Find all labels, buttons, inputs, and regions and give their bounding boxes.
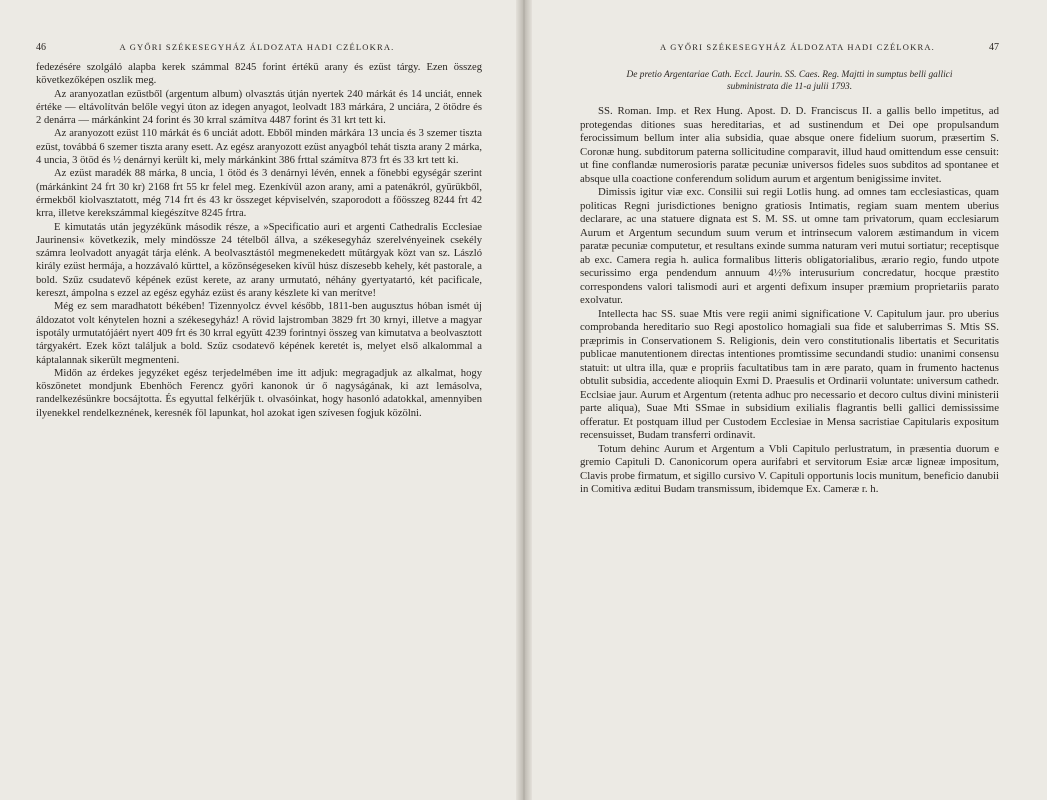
left-body-text xyxy=(36,61,482,420)
right-running-head xyxy=(580,42,999,53)
document-heading: De pretio Argentariae Cath. Eccl. Jaurin. SS. Caes. Reg. Majtti in sumptus belli gallici subministrata die 11-a julii 1793. xyxy=(626,70,953,92)
right-body-text xyxy=(580,105,999,497)
left-paragraph-6: Midőn az érdekes jegyzéket egész terjedelmében ime itt adjuk: megragadjuk az alkalmat, hogy köszönetet mondjunk Ebenhöch Ferencz győri kanonok úr ő nagyságának, ki azt lemásolva, randelkezésünkre bocsájtotta. És egyuttal felkérjük t. olvasóinkat, hogy hasonló adatokkal, amennyiben ilyenekkel rendelkeznének, keresnék föl lapunkat, hol azokat igen szívesen fogjuk közölni. xyxy=(36,367,482,419)
left-page-number: 46 xyxy=(36,42,46,53)
right-paragraph-0: SS. Roman. Imp. et Rex Hung. Apost. D. D. Franciscus II. a gallis bello impetitus, ad protegendas ditiones suas hereditarias, et ad sustinendum et Dei ope propulsandum ferocissimum bellum inter alia subsidia, quae absque onere fidelium suorum, præsertim S. Coronæ hung. subditorum paterna sollicitudine comparavit, illud haud omittendum esse censuit: ut fine conflandæ numerosioris paratæ pecuniæ universos fideles suos subditos ad spontanee et absque ulla coactione conferendum solidum aurum et argentum benigissime invitet. xyxy=(580,105,999,185)
left-running-head xyxy=(36,42,482,53)
right-paragraph-3: Totum dehinc Aurum et Argentum a Vbli Capitulo perlustratum, in præsentia duorum e gremio Capituli D. Canonicorum opera aurifabri et servitorum Esiæ arcæ ligneæ impositum, Clavis probe firmatum, et sigillo cursivo V. Capituli opportunis locis munitum, beneficio danubii in Comitiva æditui Budam transmissum, ibidemque Ex. Cameræ r. h. xyxy=(580,442,999,495)
left-paragraph-0: fedezésére szolgáló alapba kerek számmal 8245 forint értékü arany és ezüst tárgy. Ezen összeg következőképen oszlik meg. xyxy=(36,62,482,87)
right-running-title: A GYŐRI SZÉKESEGYHÁZ ÁLDOZATA HADI CZÉLOKRA. xyxy=(660,42,935,52)
left-running-title: A GYŐRI SZÉKESEGYHÁZ ÁLDOZATA HADI CZÉLOKRA. xyxy=(119,42,395,52)
right-paragraph-1: Dimissis igitur viæ exc. Consilii sui regii Lotlis hung. ad omnes tam ecclesiasticas, quam politicas Regni jurisdictiones benigno gratiosis Intimatis, regiam suam mentem uberius declarare, ac una statuere dignata est S. M. SS. ut omne tam privatorum, quam ecclesiarum Aurum et Argentum secundum suum verum et intrinsecum valorem æstimandum in vicem paratæ pecuniæ computetur, et resultans exinde summa naturam veri mutui sortiatur; receptisque ab exc. Camera regia h. aulica formalibus litteris obligatorialibus, ærario regio, fundo utpote securissimo erga pendendum annuum 4½% interusurium concredatur, hocque præstito correspondens valori talismodi auri et argenti defixum insuper præmium proprietariis parato exolvatur. xyxy=(580,186,999,306)
right-page xyxy=(522,0,1047,800)
left-paragraph-2: Az aranyozott ezüst 110 márkát és 6 unciát adott. Ebből minden márkára 13 uncia és 3 szemer tiszta ezüst, továbbá 6 szemer tiszta arany esett. Az egész aranyozott ezüst anyagból tehát tiszta arany 2 márka, 4 uncia, 3 ötöd és ½ denárnyi került ki, mely márkánkint 386 frttal számítva 873 frt és 33 krt tett ki. xyxy=(36,128,482,167)
left-paragraph-3: Az ezüst maradék 88 márka, 8 uncia, 1 ötöd és 3 denárnyi lévén, ennek a fönebbi egységár szerint (márkánkint 24 frt 30 kr) 2168 frt 55 kr felel meg. Ezenkívül azon arany, ami a patenákról, gyürükből, érmekből kiolvasztatott, még 714 frt és 43 kr összeget képviselvén, szaporodott a főösszeg 8244 frt 42 krra, illetve kerekszámmal kiegészítve 8245 frtra. xyxy=(36,168,482,220)
right-page-number: 47 xyxy=(989,42,999,53)
left-paragraph-1: Az aranyozatlan ezüstből (argentum album) olvasztás útján nyertek 240 márkát és 14 unciát, ennek értéke — eltávolítván belőle vegyi úton az idegen anyagot, leolvadt 183 márkára, 2 unciára, 2 ötödre és 2 denárra — márkánkint 24 forint és 30 krral számítva 4487 forint és 31 krt tett ki. xyxy=(36,88,482,127)
left-page xyxy=(0,0,522,800)
left-paragraph-4: E kimutatás után jegyzékünk második része, a »Specificatio auri et argenti Cathedralis Ecclesiae Jaurinensi« következik, mely mindössze 24 tételből állva, a székesegyház szerelvényeinek csekély számra leolvadott anyagát tárja elénk. A beolvasztástól megmenekedett műtárgyak közt van sz. László király ezüst hermája, a hozzávaló kürttel, a közönségeseken kívül húsz díszesebb kehely, két pastorale, a bold. Szűz csudatevő képének ezüst kerete, az arany urmutató, néhány gyertyatartó, két pacificale, kereszt, ámpolna s ezzel az egész egyház ezüst és arany készlete ki van merítve! xyxy=(36,221,482,300)
left-paragraph-5: Még ez sem maradhatott békében! Tizennyolcz évvel később, 1811-ben augusztus hóban ismét új áldozatot volt kénytelen hozni a székesegyház! A rövid lajstromban 3829 frt 30 krnyi, illetve a magyar ispotály urmutatójáért nyert 409 frt és 30 krral együtt 4239 forintnyi összeg van kimutatva a beolvasztott tárgyakért. Ezek közt találjuk a bold. Szűz csodatevő képének keretét is, melyet első alkalommal a káptalannak sikerült megmenteni. xyxy=(36,301,482,366)
right-paragraph-2: Intellecta hac SS. suae Mtis vere regii animi significatione V. Capitulum jaur. pro uberius comprobanda hereditario suo Regi apostolico homagiali sua fide et saluberrimas S. Mtis SS. præprimis in Conservationem S. Religionis, dein vero constitutionalis libertatis et Securitatis publicae manutentionem directas intentiones promtissime secundandi studio: unanimi consensu statuit: ut ultra illa, quæ e propriis facultatibus tam in ære parato, quam in frumento hactenus obtulit subsidia, accedente alioquin Exmi D. Praesulis et Ordinarii voluntate: universum cathedr. Ecclsiae jaur. Aurum et Argentum (retenta adhuc pro necessario et decoro cultus divini ministerii parte aliqua), Suae Mti SSmae in subsidium exilialis flagrantis belli gallici demississime offeratur. Et postquam illud per Custodem Ecclesiae in Mensa sacristiae Capitularis expositum recensuisset, Budam transferri ordinavit. xyxy=(580,307,999,441)
book-gutter xyxy=(516,0,532,800)
